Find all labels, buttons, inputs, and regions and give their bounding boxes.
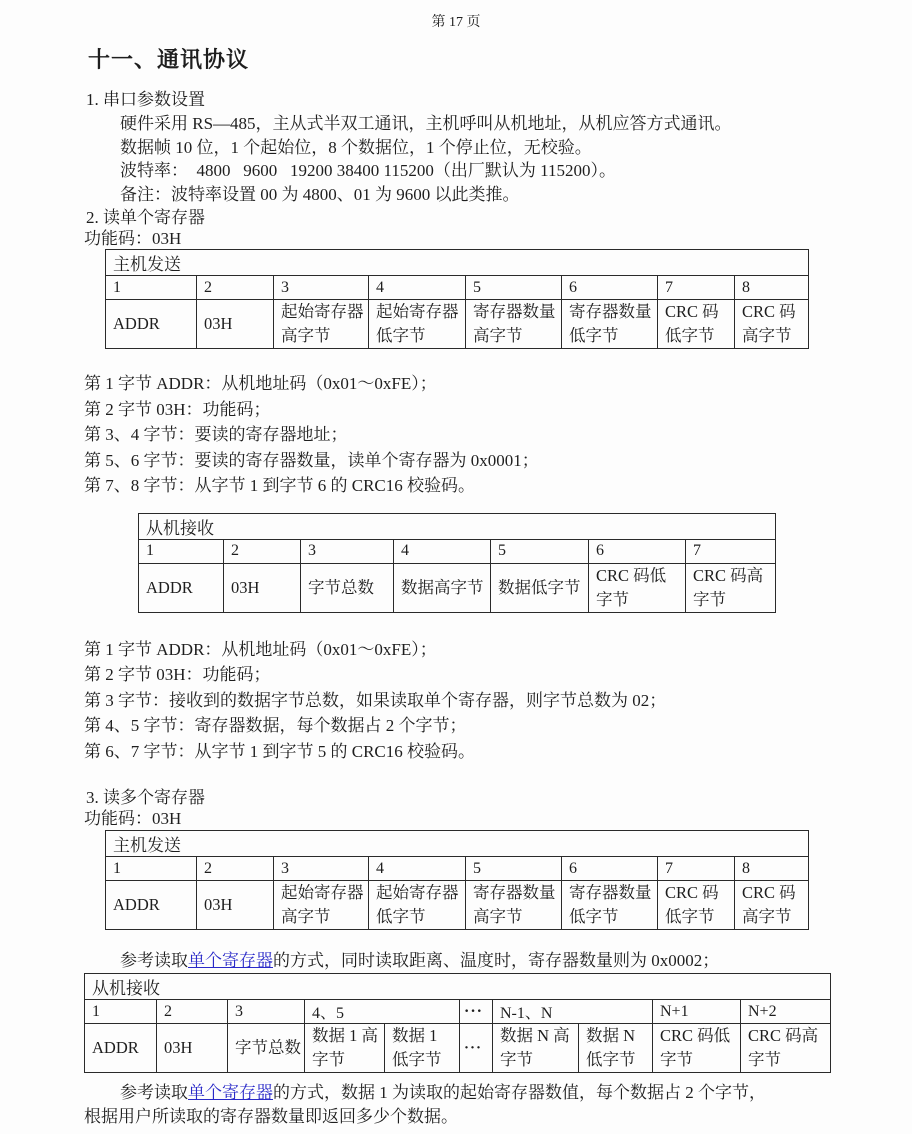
column-number-cell: N-1、N	[493, 1000, 653, 1024]
function-code-2: 功能码：03H	[84, 229, 182, 248]
table-cell: 数据低字节	[491, 563, 589, 612]
table-cell: 起始寄存器高字节	[274, 881, 369, 930]
single-register-link[interactable]: 单个寄存器	[188, 1083, 273, 1102]
byte-notes-send	[84, 371, 912, 499]
table-cell: ADDR	[85, 1024, 157, 1073]
ellipsis-cell: ···	[460, 1000, 493, 1024]
function-code-3: 功能码：03H	[84, 809, 182, 828]
byte-note: 第 4、5 字节：寄存器数据，每个数据占 2 个字节；	[84, 716, 467, 735]
column-number-cell: 4	[394, 539, 491, 563]
table-cell: 起始寄存器低字节	[369, 300, 466, 349]
serial-param-line: 硬件采用 RS—485，主从式半双工通讯，主机呼叫从机地址，从机应答方式通讯。	[120, 114, 732, 133]
table-cell: 寄存器数量高字节	[466, 881, 562, 930]
column-number-cell: 6	[589, 539, 686, 563]
section-2-heading: 2. 读单个寄存器	[86, 208, 205, 227]
column-number-cell: 2	[224, 539, 301, 563]
single-register-link[interactable]: 单个寄存器	[188, 951, 273, 970]
paragraph-text: 的方式，同时读取距离、温度时，寄存器数量则为 0x0002；	[273, 951, 720, 970]
byte-note: 第 5、6 字节：要读的寄存器数量，读单个寄存器为 0x0001；	[84, 450, 539, 470]
table-title-cell: 从机接收	[139, 513, 776, 539]
table-cell: 寄存器数量高字节	[466, 300, 562, 349]
table-cell: CRC 码高字节	[686, 563, 776, 612]
column-number-cell: 1	[106, 276, 197, 300]
table-title-cell: 主机发送	[106, 250, 809, 276]
host-send-table-multi	[105, 830, 809, 930]
column-number-cell: 7	[686, 539, 776, 563]
column-number-cell: 7	[658, 857, 735, 881]
byte-note: 第 1 字节 ADDR：从机地址码（0x01～0xFE）；	[84, 374, 437, 393]
table-cell: 03H	[197, 881, 274, 930]
table-cell: ADDR	[106, 300, 197, 349]
table-cell: 数据 1 低字节	[385, 1024, 460, 1073]
column-number-cell: 5	[466, 857, 562, 881]
column-number-cell: 3	[301, 539, 394, 563]
column-number-cell: 8	[735, 857, 809, 881]
column-number-cell: 1	[139, 539, 224, 563]
table-cell: 数据高字节	[394, 563, 491, 612]
table-cell: 03H	[197, 300, 274, 349]
byte-notes-recv	[84, 637, 912, 765]
table-cell: 数据 N 高字节	[493, 1024, 579, 1073]
table-cell: 字节总数	[228, 1024, 305, 1073]
table-cell: 数据 N 低字节	[579, 1024, 653, 1073]
column-number-cell: 2	[197, 857, 274, 881]
column-number-cell: 2	[157, 1000, 228, 1024]
page-number: 第 17 页	[431, 15, 481, 30]
slave-recv-table-multi	[84, 973, 831, 1073]
ellipsis-cell: ···	[460, 1024, 493, 1073]
serial-param-line: 波特率： 4800 9600 19200 38400 115200（出厂默认为 115200）。	[120, 161, 616, 180]
column-number-cell: 7	[658, 276, 735, 300]
serial-param-paragraph	[120, 112, 912, 206]
table-cell: ADDR	[106, 881, 197, 930]
table-cell: ADDR	[139, 563, 224, 612]
table-cell: 起始寄存器高字节	[274, 300, 369, 349]
closing-paragraph: 根据用户所读取的寄存器数量即返回多少个数据。	[84, 1107, 458, 1126]
column-number-cell: N+1	[653, 1000, 741, 1024]
table-cell: CRC 码低字节	[653, 1024, 741, 1073]
table-cell: CRC 码高字节	[735, 300, 809, 349]
column-number-cell: 1	[106, 857, 197, 881]
table-cell: 数据 1 高字节	[305, 1024, 385, 1073]
slave-recv-table-single	[138, 513, 776, 613]
table-cell: 字节总数	[301, 563, 394, 612]
byte-note: 第 3、4 字节：要读的寄存器地址；	[84, 425, 348, 444]
table-cell: CRC 码低字节	[589, 563, 686, 612]
byte-note: 第 3 字节：接收到的数据字节总数，如果读取单个寄存器，则字节总数为 02；	[84, 690, 667, 710]
column-number-cell: 5	[491, 539, 589, 563]
serial-param-line: 数据帧 10 位，1 个起始位，8 个数据位，1 个停止位，无校验。	[120, 137, 592, 157]
table-cell: CRC 码高字节	[735, 881, 809, 930]
column-number-cell: N+2	[741, 1000, 831, 1024]
byte-note: 第 2 字节 03H：功能码；	[84, 399, 271, 419]
byte-note: 第 2 字节 03H：功能码；	[84, 665, 271, 684]
byte-note: 第 6、7 字节：从字节 1 到字节 5 的 CRC16 校验码。	[84, 741, 476, 761]
table-cell: 03H	[224, 563, 301, 612]
column-number-cell: 2	[197, 276, 274, 300]
column-number-cell: 4、5	[305, 1000, 460, 1024]
table-cell: 寄存器数量低字节	[562, 881, 658, 930]
table-title-cell: 从机接收	[85, 974, 831, 1000]
column-number-cell: 6	[562, 276, 658, 300]
reference-paragraph-1	[120, 949, 912, 973]
paragraph-text: 的方式，数据 1 为读取的起始寄存器数值，每个数据占 2 个字节，	[273, 1083, 766, 1102]
serial-param-line: 备注：波特率设置 00 为 4800、01 为 9600 以此类推。	[120, 184, 520, 204]
table-cell: 03H	[157, 1024, 228, 1073]
table-cell: CRC 码低字节	[658, 881, 735, 930]
table-cell: CRC 码高字节	[741, 1024, 831, 1073]
column-number-cell: 3	[228, 1000, 305, 1024]
byte-note: 第 1 字节 ADDR：从机地址码（0x01～0xFE）；	[84, 639, 437, 659]
column-number-cell: 1	[85, 1000, 157, 1024]
paragraph-text: 参考读取	[120, 951, 188, 970]
document-title: 十一、通讯协议	[88, 47, 250, 72]
section-1-heading: 1. 串口参数设置	[86, 90, 205, 109]
table-cell: 寄存器数量低字节	[562, 300, 658, 349]
column-number-cell: 5	[466, 276, 562, 300]
section-3-heading: 3. 读多个寄存器	[86, 788, 205, 807]
table-cell: 起始寄存器低字节	[369, 881, 466, 930]
reference-paragraph-2	[120, 1081, 912, 1105]
column-number-cell: 3	[274, 276, 369, 300]
column-number-cell: 4	[369, 857, 466, 881]
table-cell: CRC 码低字节	[658, 300, 735, 349]
column-number-cell: 6	[562, 857, 658, 881]
column-number-cell: 8	[735, 276, 809, 300]
host-send-table-single	[105, 249, 809, 349]
column-number-cell: 3	[274, 857, 369, 881]
table-title-cell: 主机发送	[106, 831, 809, 857]
column-number-cell: 4	[369, 276, 466, 300]
byte-note: 第 7、8 字节：从字节 1 到字节 6 的 CRC16 校验码。	[84, 476, 476, 495]
paragraph-text: 参考读取	[120, 1083, 188, 1102]
